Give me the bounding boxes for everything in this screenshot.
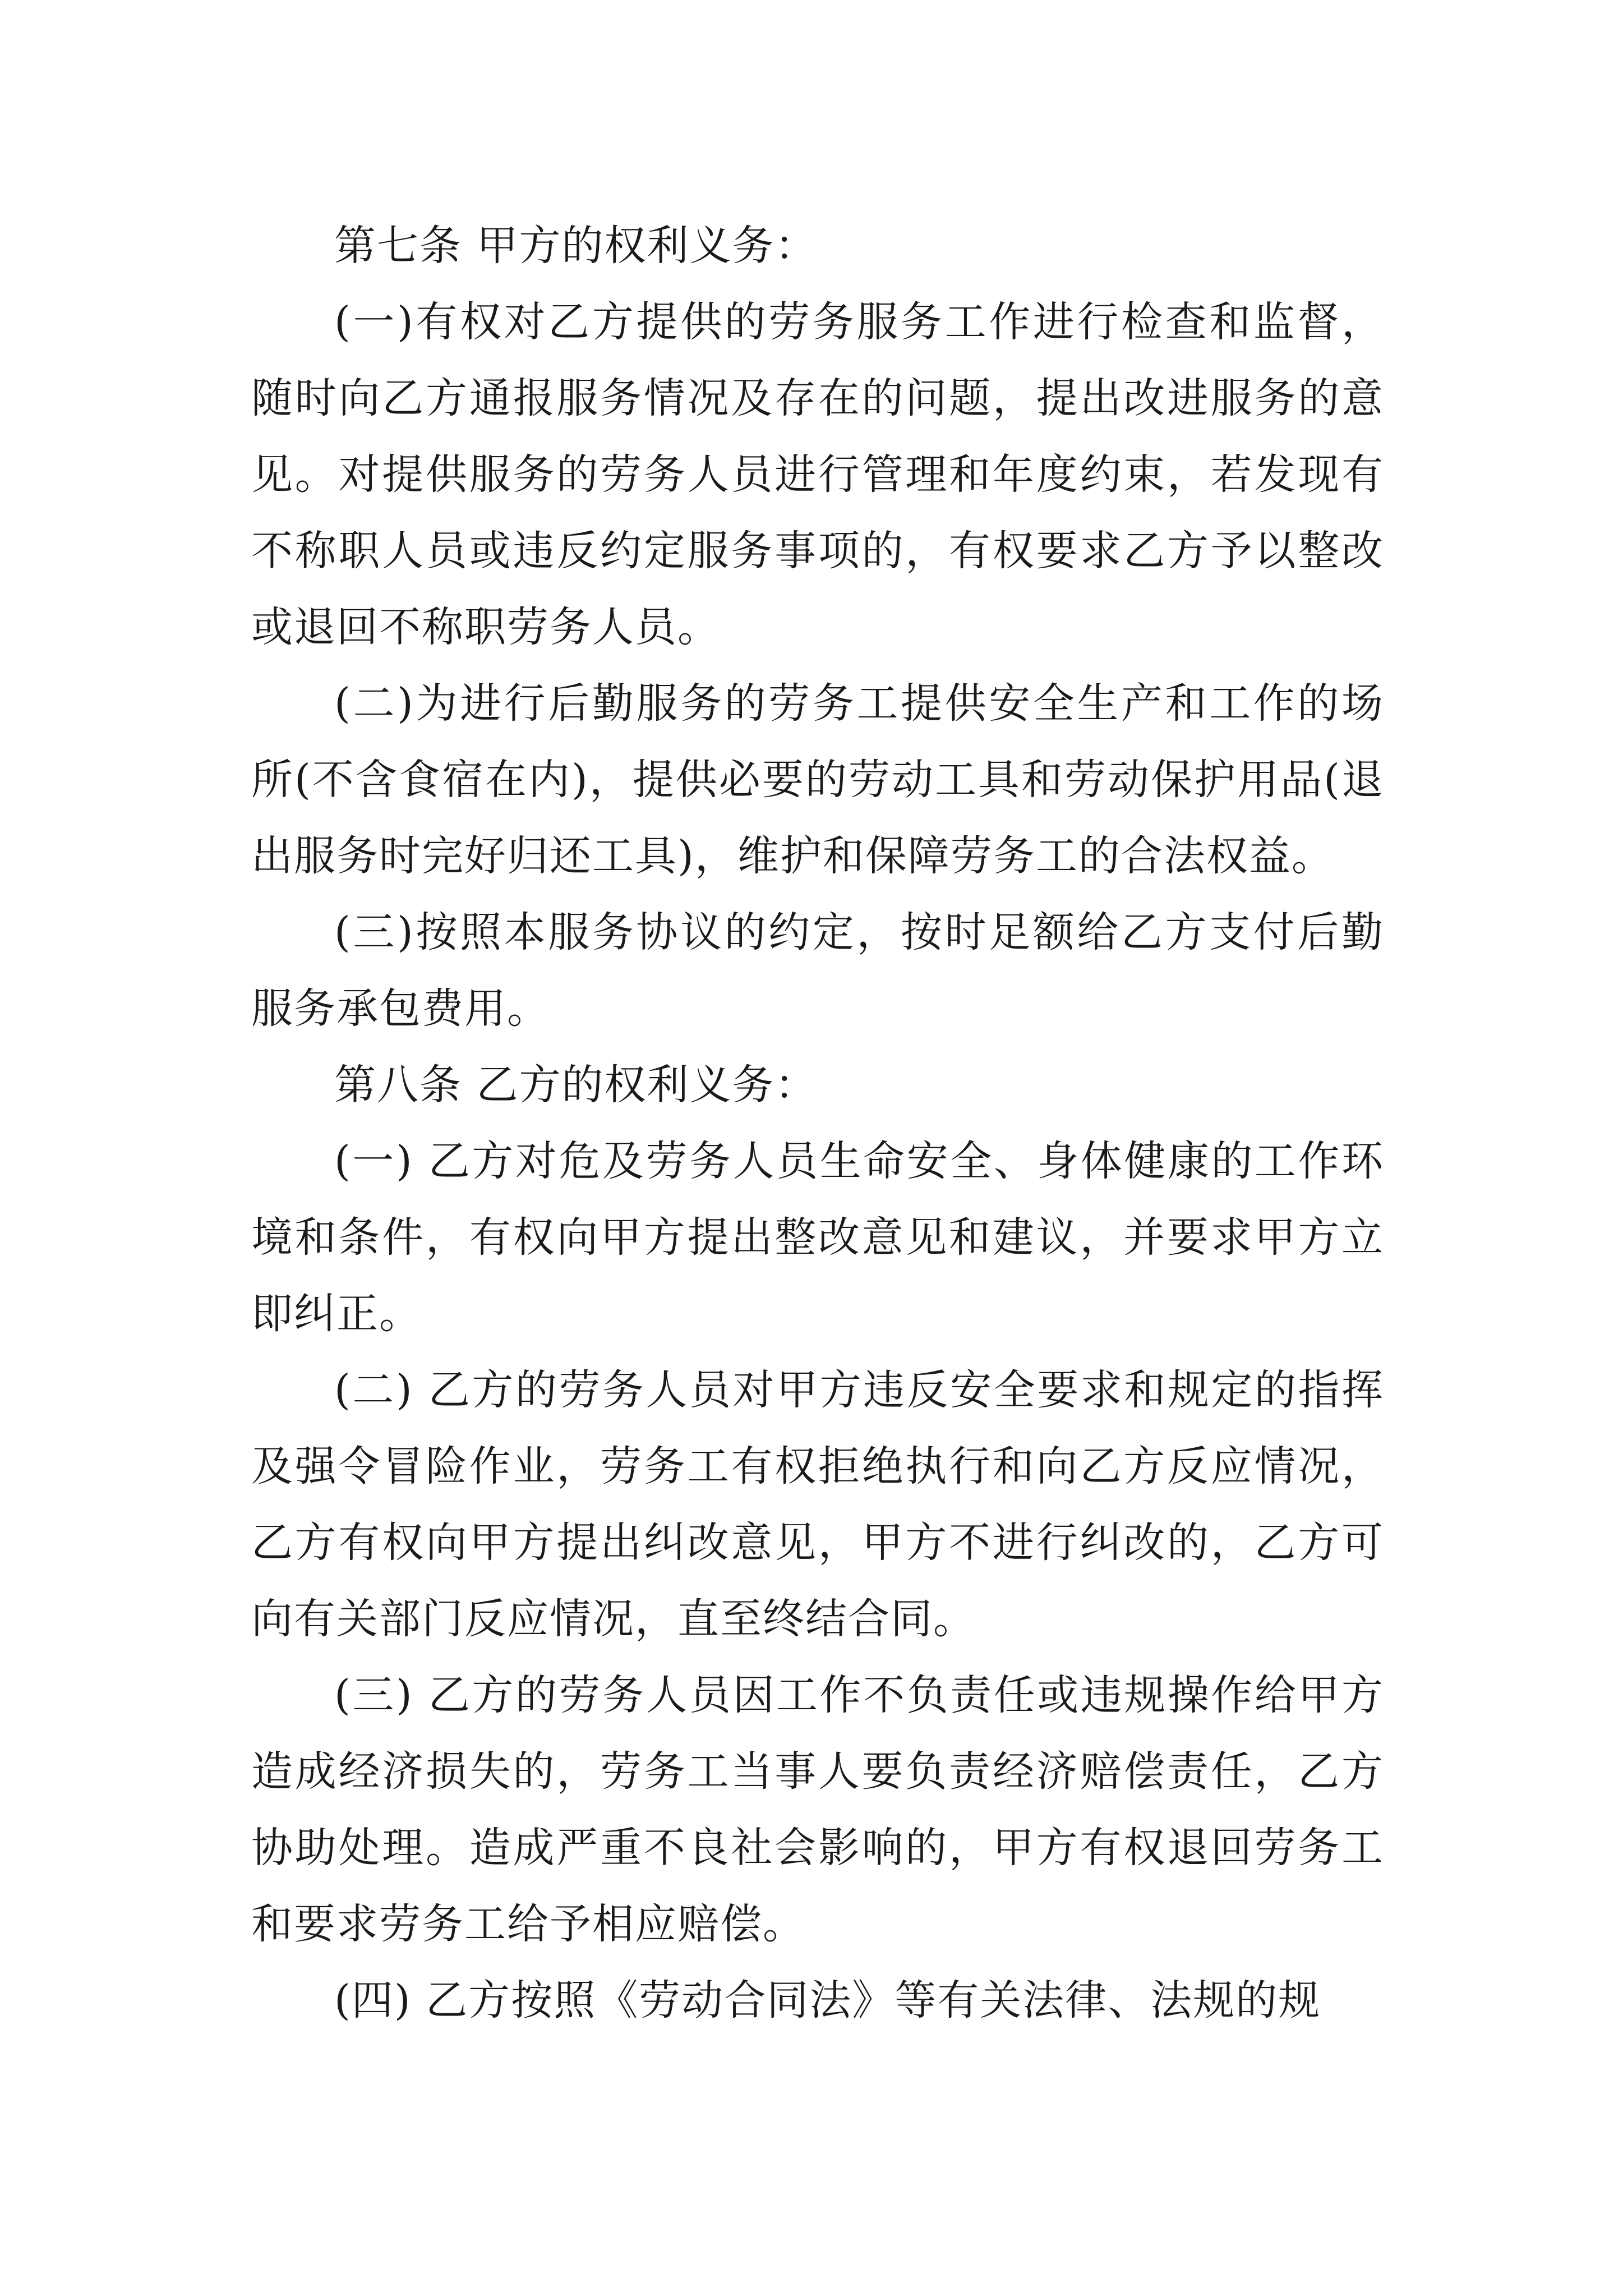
article-8-clause-4: (四) 乙方按照《劳动合同法》等有关法律、法规的规 [334, 1976, 1321, 2024]
document-body [251, 208, 1384, 2039]
article-7-clause-2: (二)为进行后勤服务的劳务工提供安全生产和工作的场所(不含食宿在内)，提供必要的劳动工具和劳动保护用品(退出服务时完好归还工具)，维护和保障劳务工的合法权益。 [251, 679, 1384, 880]
article-7-clause-1: (一)有权对乙方提供的劳务服务工作进行检查和监督，随时向乙方通报服务情况及存在的问题，提出改进服务的意见。对提供服务的劳务人员进行管理和年度约束，若发现有不称职人员或违反约定服务事项的，有权要求乙方予以整改或退回不称职劳务人员。 [251, 298, 1384, 651]
article-7-heading: 第七条 甲方的权利义务： [334, 222, 818, 270]
article-8-clause-3: (三) 乙方的劳务人员因工作不负责任或违规操作给甲方造成经济损失的，劳务工当事人要负责经济赔偿责任，乙方协助处理。造成严重不良社会影响的，甲方有权退回劳务工和要求劳务工给予相应赔偿。 [251, 1671, 1384, 1948]
article-7-clause-3: (三)按照本服务协议的约定，按时足额给乙方支付后勤服务承包费用。 [251, 908, 1384, 1033]
article-8-clause-1: (一) 乙方对危及劳务人员生命安全、身体健康的工作环境和条件，有权向甲方提出整改意见和建议，并要求甲方立即纠正。 [251, 1137, 1384, 1338]
article-8-clause-2: (二) 乙方的劳务人员对甲方违反安全要求和规定的指挥及强令冒险作业，劳务工有权拒绝执行和向乙方反应情况，乙方有权向甲方提出纠改意见，甲方不进行纠改的，乙方可向有关部门反应情况，直至终结合同。 [251, 1366, 1384, 1643]
article-8-heading: 第八条 乙方的权利义务： [334, 1061, 818, 1109]
